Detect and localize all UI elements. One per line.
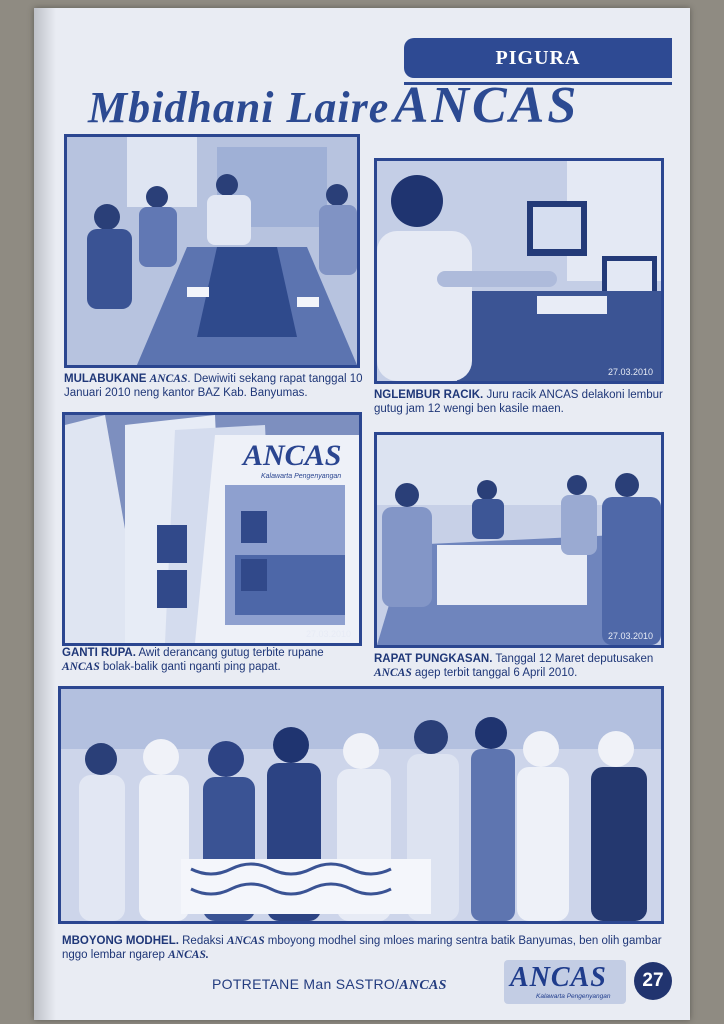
photo-date-stamp: 27.03.2010	[607, 631, 653, 641]
section-rubric	[404, 38, 672, 78]
caption-nglembur	[374, 388, 664, 416]
caption-lead: GANTI RUPA.	[62, 647, 136, 659]
caption-brand-2: ANCAS.	[168, 949, 209, 961]
caption-lead: MBOYONG MODHEL.	[62, 935, 179, 947]
caption-text-2: mboyong modhel sing mloes maring sentra batik Banyumas, ben olih gambar nggo lembar ngarep	[62, 935, 662, 961]
caption-text-2: bolak-balik ganti nganti ping papat.	[99, 661, 281, 673]
caption-mboyong-modhel	[62, 934, 662, 962]
photo-rapat-pungkasan	[374, 432, 664, 648]
title-script: Mbidhani Laire	[88, 83, 390, 132]
credit-prefix: POTRETANE Man SASTRO/	[212, 976, 400, 992]
ancas-logo	[504, 960, 626, 1004]
caption-lead: NGLEMBUR RACIK.	[374, 389, 484, 401]
credit-brand: ANCAS	[399, 978, 447, 993]
page-number: 27	[634, 962, 672, 1000]
title-brand: ANCAS	[393, 77, 580, 134]
cover-subtitle: Kalawarta Pengenyangan	[261, 473, 342, 480]
photo-date-stamp: 27.03.2010	[305, 629, 351, 639]
photo-nglembur	[374, 158, 664, 384]
caption-text: Redaksi	[178, 935, 224, 947]
caption-brand: ANCAS	[226, 935, 265, 947]
caption-text: Juru racik ANCAS delakoni lembur gutug jam 12 wengi ben kasile maen.	[374, 389, 663, 415]
caption-ganti-rupa	[62, 646, 362, 674]
caption-text: Tanggal 12 Maret deputusaken	[492, 653, 654, 665]
caption-brand: ANCAS	[374, 667, 412, 679]
cover-title: ANCAS	[243, 439, 342, 472]
caption-text: Awit derancang gutug terbite rupane	[135, 647, 324, 659]
binding-shadow	[34, 8, 56, 1020]
photo-ganti-rupa	[62, 412, 362, 646]
caption-lead: MULABUKANE	[64, 373, 147, 385]
caption-brand: ANCAS	[62, 661, 100, 673]
photo-mboyong-modhel	[58, 686, 664, 924]
caption-lead: RAPAT PUNGKASAN.	[374, 653, 493, 665]
logo-text: ANCAS	[510, 962, 607, 993]
magazine-page	[34, 8, 690, 1020]
photo-date-stamp: 27.03.2010	[607, 367, 653, 377]
photo-mulabukane	[64, 134, 360, 368]
caption-text: . Dewiwiti sekang rapat tanggal 10 Januari 2010 neng kantor BAZ Kab. Banyumas.	[64, 373, 363, 399]
rubric-label: PIGURA	[495, 47, 581, 69]
caption-text-2: agep terbit tanggal 6 April 2010.	[411, 667, 578, 679]
caption-rapat-pungkasan	[374, 652, 668, 680]
caption-mulabukane	[64, 372, 364, 400]
photo-credit	[212, 976, 447, 994]
logo-subtitle: Kalawarta Pengenyangan	[536, 993, 611, 1000]
caption-brand: ANCAS	[149, 373, 188, 385]
